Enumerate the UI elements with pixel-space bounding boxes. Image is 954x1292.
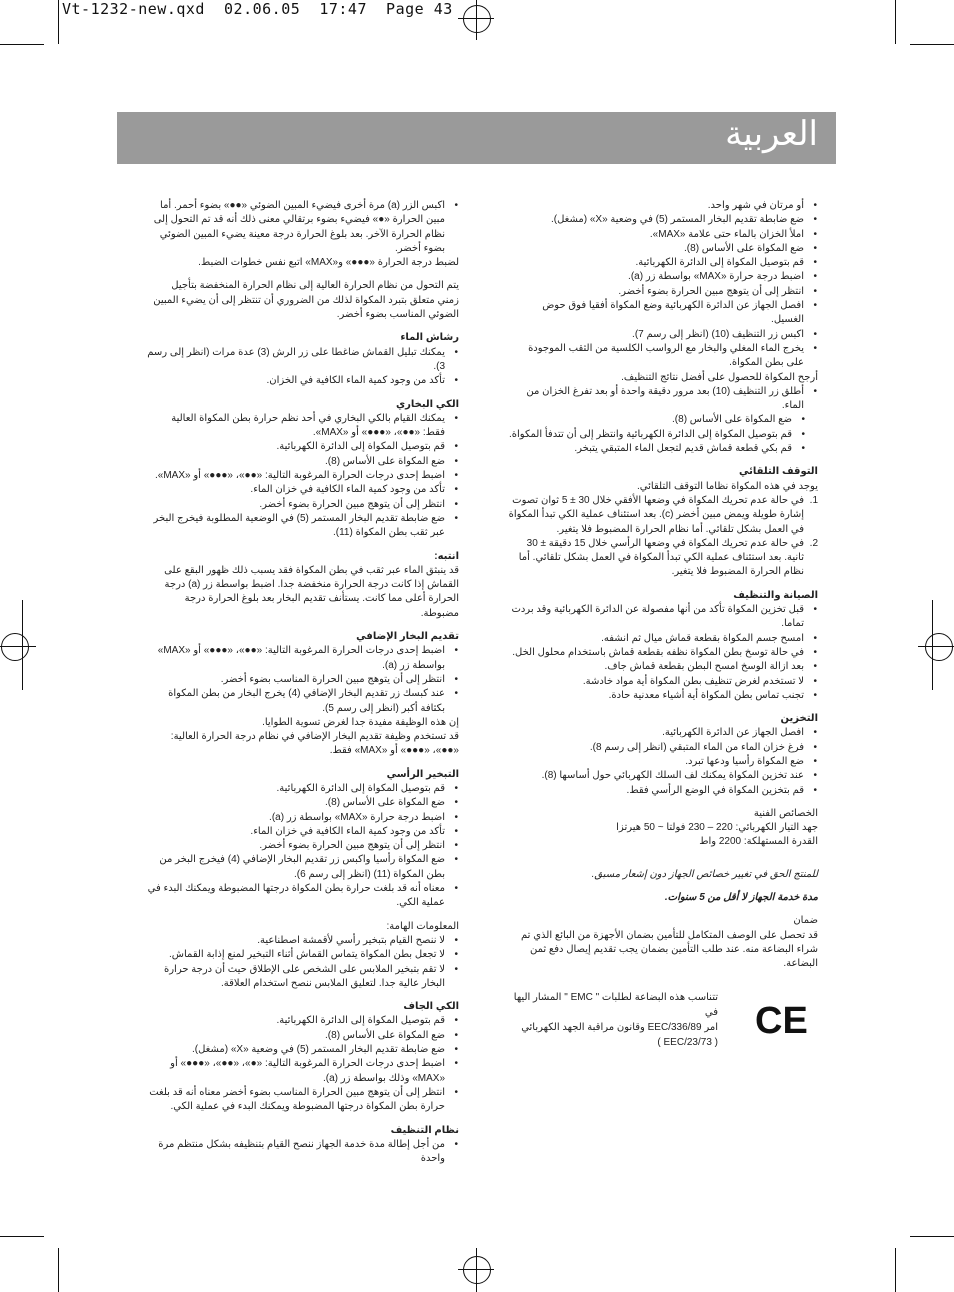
bullet-list [508,726,818,797]
list-item: • لا ننصح القيام بتبخير رأسي لأقمشة اصطناعية. [147,934,445,948]
paragraph: المعلومات الهامة: [386,920,459,932]
numbered-list [508,494,818,580]
spacer [147,270,459,279]
crop-mark [0,44,44,45]
list-item: • املأ الخزان بالماء حتى علامة «MAX». [508,228,804,242]
registration-line [932,600,933,690]
item-number: 1. [809,494,818,506]
list-item: • عند كبسك زر تقديم البخار الإضافي (4) يخرج البخار من بطن المكواة بكثافة أكبر (انظر إلى رسم 5). [147,687,445,716]
registration-mark [925,633,953,661]
paragraph: ضمان [793,915,818,927]
list-item: • اكبس الزر (a) مرة أخرى فيضيء المبين الضوئي «●●» بضوء أحمر. أما مبين الحرارة «●» فيضيء بضوء برتقالي معنى ذلك أنه قد تم التحول إلى نظام الحرارة الآخر. بعد بلوغ الحرارة درجة معينة يضيء المبين الضوئي بضوء أخضر. [147,199,445,256]
numbered-item [508,494,818,537]
list-item: • قم بتوصيل المكواة إلى الدائرة الكهربائية. [147,440,445,454]
list-item: • اكبس زر التنظيف (10) (انظر إلى رسم 7). [508,328,804,342]
registration-line [0,646,36,647]
paragraph: قد تستخدم وظيفة تقديم البخار الإضافي في نظام درجة الحرارة العالية: «●●»، «●●●» أو «MAX» فقط. [170,731,459,757]
paragraph: القدرة المستهلكة: 2200 واط [699,836,818,848]
crop-mark [58,0,59,44]
section-heading: الكي البخاري [395,398,459,410]
bullet-list [147,1014,459,1114]
list-item: • قبل تخزين المكواة تأكد من أنها مفصولة عن الدائرة الكهربائية وقد بردت تماما. [508,603,804,632]
list-item: • ضع المكواة على الأساس (8). [147,796,445,810]
item-text: في حالة عدم تحريك المكواة في وضعها الأفقي خلال 30 ± 5 ثوان تصوت إشارة طويلة ويمض مبين أخضر (c). بعد استئناف عملية الكي تبدأ المكواة في العمل بشكل تلقائي. أما نظام الحرارة المضبوط فلا يتغير. [508,494,804,535]
list-item: • في حالة توسخ بطن المكواة نظفه بقطعة قماش باستخدام محلول الخل. [508,646,804,660]
list-item: • قم بتوصيل المكواة إلى الدائرة الكهربائية. [147,782,445,796]
spacer [508,882,818,891]
ce-mark: CE [755,1000,808,1042]
crop-mark [895,0,896,44]
list-item: • معناه أنه قد بلغت حرارة بطن المكواة درجتها المضبوطة ويمكنك البدء في عملية الكي. [147,882,445,911]
paragraph: يوجد في هذه المكواة نظاما التوقف التلقائي. [637,480,818,492]
list-item: • افصل الجهاز عن الدائرة الكهربائية وضع المكواة أفقيا فوق حوض الغسيل. [508,299,804,328]
spacer [508,798,818,807]
section-heading: الصيانة والتنظيف [733,589,818,601]
bullet-list [147,934,459,991]
list-item: • قم بتخزين المكواة في الوضع الرأسي فقط. [508,784,804,798]
list-item: • انتظر إلى أن يتوهج مبين الحرارة بضوء أخضر. [147,498,445,512]
section-heading: تقديم البخار الإضافي [356,631,459,643]
list-item: • لا تقم بتبخير الملابس على الشخص على الإطلاق حيث أن درجة حرارة البخار عالية جدا. لتعليق الملابس ننصح استخدام العلاقة. [147,963,445,992]
bullet-list [147,199,459,256]
list-item: • قم بتوصيل المكواة إلى الدائرة الكهربائية. [508,256,804,270]
paragraph: يتم التحول من نظام الحرارة العالية إلى نظام الحرارة المنخفضة بتأجيل زمني متعلق بتبرد المكواة لذلك من الضروري أن تنتظر إلى أن يضيء المبين الضوئي المناسب بضوء أخضر. [153,280,459,321]
list-item: • فرغ خزان الماء من الماء المتبقي (انظر إلى رسم 8). [508,741,804,755]
service-life-text: مدة خدمة الجهاز لا أقل من 5 سنوات. [664,892,818,904]
notice-text: للمنتج الحق في تغيير خصائص الجهاز دون إشعار مسبق. [591,868,818,880]
paragraph: إن هذه الوظيفة مفيدة جدا لغرض تسوية الطوايا. [262,716,459,728]
language-banner [117,112,836,164]
list-item: • امسح جسم المكواة بقطعة قماش ميال ثم انشفه. [508,632,804,646]
list-item: • ضع ضابطة تقديم البخار المستمر (5) في الوضعية المطلوبة فيخرج البخر عبر ثقب بطن المكواة (11). [147,512,445,541]
instructions-column-left [508,199,818,972]
section-heading: انتبه: [434,550,459,562]
bullet-list [508,199,818,371]
list-item: • أطلق زر التنظيف (10) بعد مرور دقيقة واحدة أو بعد تفرغ الخزان من الماء. [508,385,804,414]
bullet-list [147,782,459,911]
instructions-column-right [147,199,459,1166]
section-heading: الكي الجاف [403,1001,459,1013]
crop-mark [58,1248,59,1292]
paragraph: قد تحصل على الوصف المتكامل للتأمين بضمان الأجهزة من البائع الذي تم شراء البضاعة منه. عند طلب التأمين بضمان يجب تقديم إيصال دفع ثمن البضاعة. [520,929,818,970]
registration-line [476,0,477,40]
section-heading: رشاش الماء [400,332,459,344]
list-item: • انتظر إلى أن يتوهج مبين الحرارة المناسب بضوء أخضر. [147,673,445,687]
list-item: • لا تستخدم لغرض تنظيف بطن المكواة أية مواد خادشة. [508,675,804,689]
certification-line: تتناسب هذه البضاعة لطلبات " EMC " المشار اليها في [513,992,718,1018]
list-item: • اضبط درجة حرارة «MAX» بواسطة زر (a). [147,811,445,825]
bullet-list [508,385,818,456]
list-item: • اضبط درجة حرارة «MAX» بواسطة زر (a). [508,270,804,284]
list-item: • يمكنك تبليل القماش ضاغطا على زر الرش (3) عدة مرات (انظر إلى رسم 3). [147,346,445,375]
list-item: • ضع المكواة رأسيا ودعها تبرد. [508,755,804,769]
registration-mark [1,633,29,661]
paragraph: جهد التيار الكهربائي: 220 – 230 فولتا ~ 50 هيرتزا [616,822,818,834]
section-heading: التخزين [780,713,818,725]
registration-line [476,1248,477,1292]
list-item: • تجنب تماس بطن المكواة أية أشياء معدنية حادة. [508,689,804,703]
list-item: • من أجل إطالة مدة خدمة الجهاز ننصح القيام بتنظيفه بشكل منتظم مرة واحدة [147,1138,445,1167]
registration-mark [463,1256,491,1284]
paragraph: لضبط درجة الحرارة «●●●» و«MAX» اتبع نفس خطوات الضبط. [198,257,459,269]
list-item: • انتظر إلى أن يتوهج مبين الحرارة المناسب بضوء أخضر معناه أنه قد بلغت حرارة بطن المكواة درجتها المضبوطة ويمكنك البدء في عملية الكي. [147,1086,445,1115]
list-item: • ضع المكواة رأسيا واكبس زر تقديم البخار الإضافي (4) فيخرج البخر من بطن المكواة (11) (انظر إلى رسم 6). [147,853,445,882]
bullet-list [147,1138,459,1167]
list-item: • ضع المكواة على الأساس (8). [147,455,445,469]
certification-line: امر EEC/336/89 وقانون مراقبة الجهد الكهربائي [521,1022,718,1033]
registration-line [918,646,954,647]
banner-title: العربية [725,114,818,154]
list-item: • اضبط إحدى درجات الحرارة المرغوبة التالية: «●»، «●●»، «●●●» أو «MAX» وذلك بواسطة زر (a). [147,1057,445,1086]
list-item: • يخرج الماء المغلي والبخار مع الرواسب الكلسية من الثقب الموجودة على بطن المكواة. [508,342,804,371]
crop-mark [910,1236,954,1237]
certification-line: ( EEC/23/73 ) [657,1037,718,1048]
list-item: • انتظر إلى أن يتوهج مبين الحرارة بضوء أخضر. [508,285,804,299]
bullet-list [147,644,459,715]
spacer [508,850,818,859]
list-item: • افصل الجهاز عن الدائرة الكهربائية. [508,726,804,740]
bullet-list [147,412,459,541]
item-number: 2. [809,537,818,549]
item-text: في حالة عدم تحريك المكواة في وضعها الرأسي خلال 15 دقيقة ± 30 ثانية. بعد استئناف عملية الكي تبدأ المكواة في العمل بشكل تلقائي. أما نظام الحرارة المضبوط فلا يتغير. [518,537,804,578]
list-item: • لا تجعل بطن المكواة يتماس القماش أثناء التبخير لمنع إذابة القماش. [147,948,445,962]
list-item: • تأكد من وجود كمية الماء الكافية في خزان الماء. [147,483,445,497]
spacer [508,905,818,914]
list-item: • يمكنك القيام بالكي البخاري في أحد نظم حرارة بطن المكواة العالية فقط: «●●»، «●●●» أو «MAX». [147,412,445,441]
section-heading: التوقف التلقائي [739,466,818,478]
list-item: • ضع المكواة على الأساس (8). [508,242,804,256]
certification-text [498,990,718,1050]
section-heading: نظام التنظيف [390,1124,459,1136]
list-item: • انتظر إلى أن يتوهج مبين الحرارة بضوء أخضر. [147,839,445,853]
registration-line [22,600,23,690]
paragraph: قد ينبثق الماء عبر ثقب في بطن المكواة فقد يسبب ذلك ظهور البقع على القماش إذا كانت درجة الحرارة منخفضة جدا. اضبط بواسطة زر (a) درجة الحرارة أعلى مما كانت. يستأنف تقديم البخار بعد بلوغ الحرارة درجة مضبوطة. [164,564,459,619]
list-item: • بعد ازالة الوسخ امسح البطن بقطعة قماش جاف. [508,660,804,674]
list-item: • تأكد من وجود كمية الماء الكافية في خزان الماء. [147,825,445,839]
list-item: • تأكد من وجود كمية الماء الكافية في الخزان. [147,374,445,388]
list-item: • عند تخزين المكواة يمكنك لف السلك الكهربائي حول أساسها (8). [508,769,804,783]
list-item: • ضع المكواة على الأساس (8). [508,413,792,427]
list-item: • اضبط إحدى درجات الحرارة المرغوبة التالية: «●●»، «●●●» أو «MAX». [147,469,445,483]
registration-mark [463,5,491,33]
list-item: • أو مرتان في شهر واحد. [508,199,804,213]
numbered-item [508,537,818,580]
list-item: • قم بكي قطعة قماش قديم لتجعل الماء المتبقي يتبخر. [508,442,792,456]
crop-mark [910,44,954,45]
list-item: • اضبط إحدى درجات الحرارة المرغوبة التالية: «●●»، «●●●» أو «MAX» بواسطة زر (a). [147,644,445,673]
section-heading: التبخير الرأسي [386,768,459,780]
spacer [147,911,459,920]
bullet-list [147,346,459,389]
paragraph: الخصائص الفنية [753,807,818,819]
crop-mark [895,1248,896,1292]
list-item: • ضع المكواة على الأساس (8). [147,1029,445,1043]
list-item: • ضع ضابطة تقديم البخار المستمر (5) في وضعية «X» (مشغل). [508,213,804,227]
list-item: • قم بتوصيل المكواة إلى الدائرة الكهربائية. [147,1014,445,1028]
paragraph: أرجح المكواة للحصول على أفضل نتائج التنظيف. [621,371,818,383]
crop-mark [0,1236,44,1237]
bullet-list [508,603,818,703]
spacer [508,859,818,868]
list-item: • قم بتوصيل المكواة إلى الدائرة الكهربائية وانتظر إلى أن تتدفأ المكواة. [508,428,792,442]
list-item: • ضع ضابطة تقديم البخار المستمر (5) في وضعية «X» (مشغل). [147,1043,445,1057]
file-slug: Vt-1232-new.qxd 02.06.05 17:47 Page 43 [62,0,453,18]
